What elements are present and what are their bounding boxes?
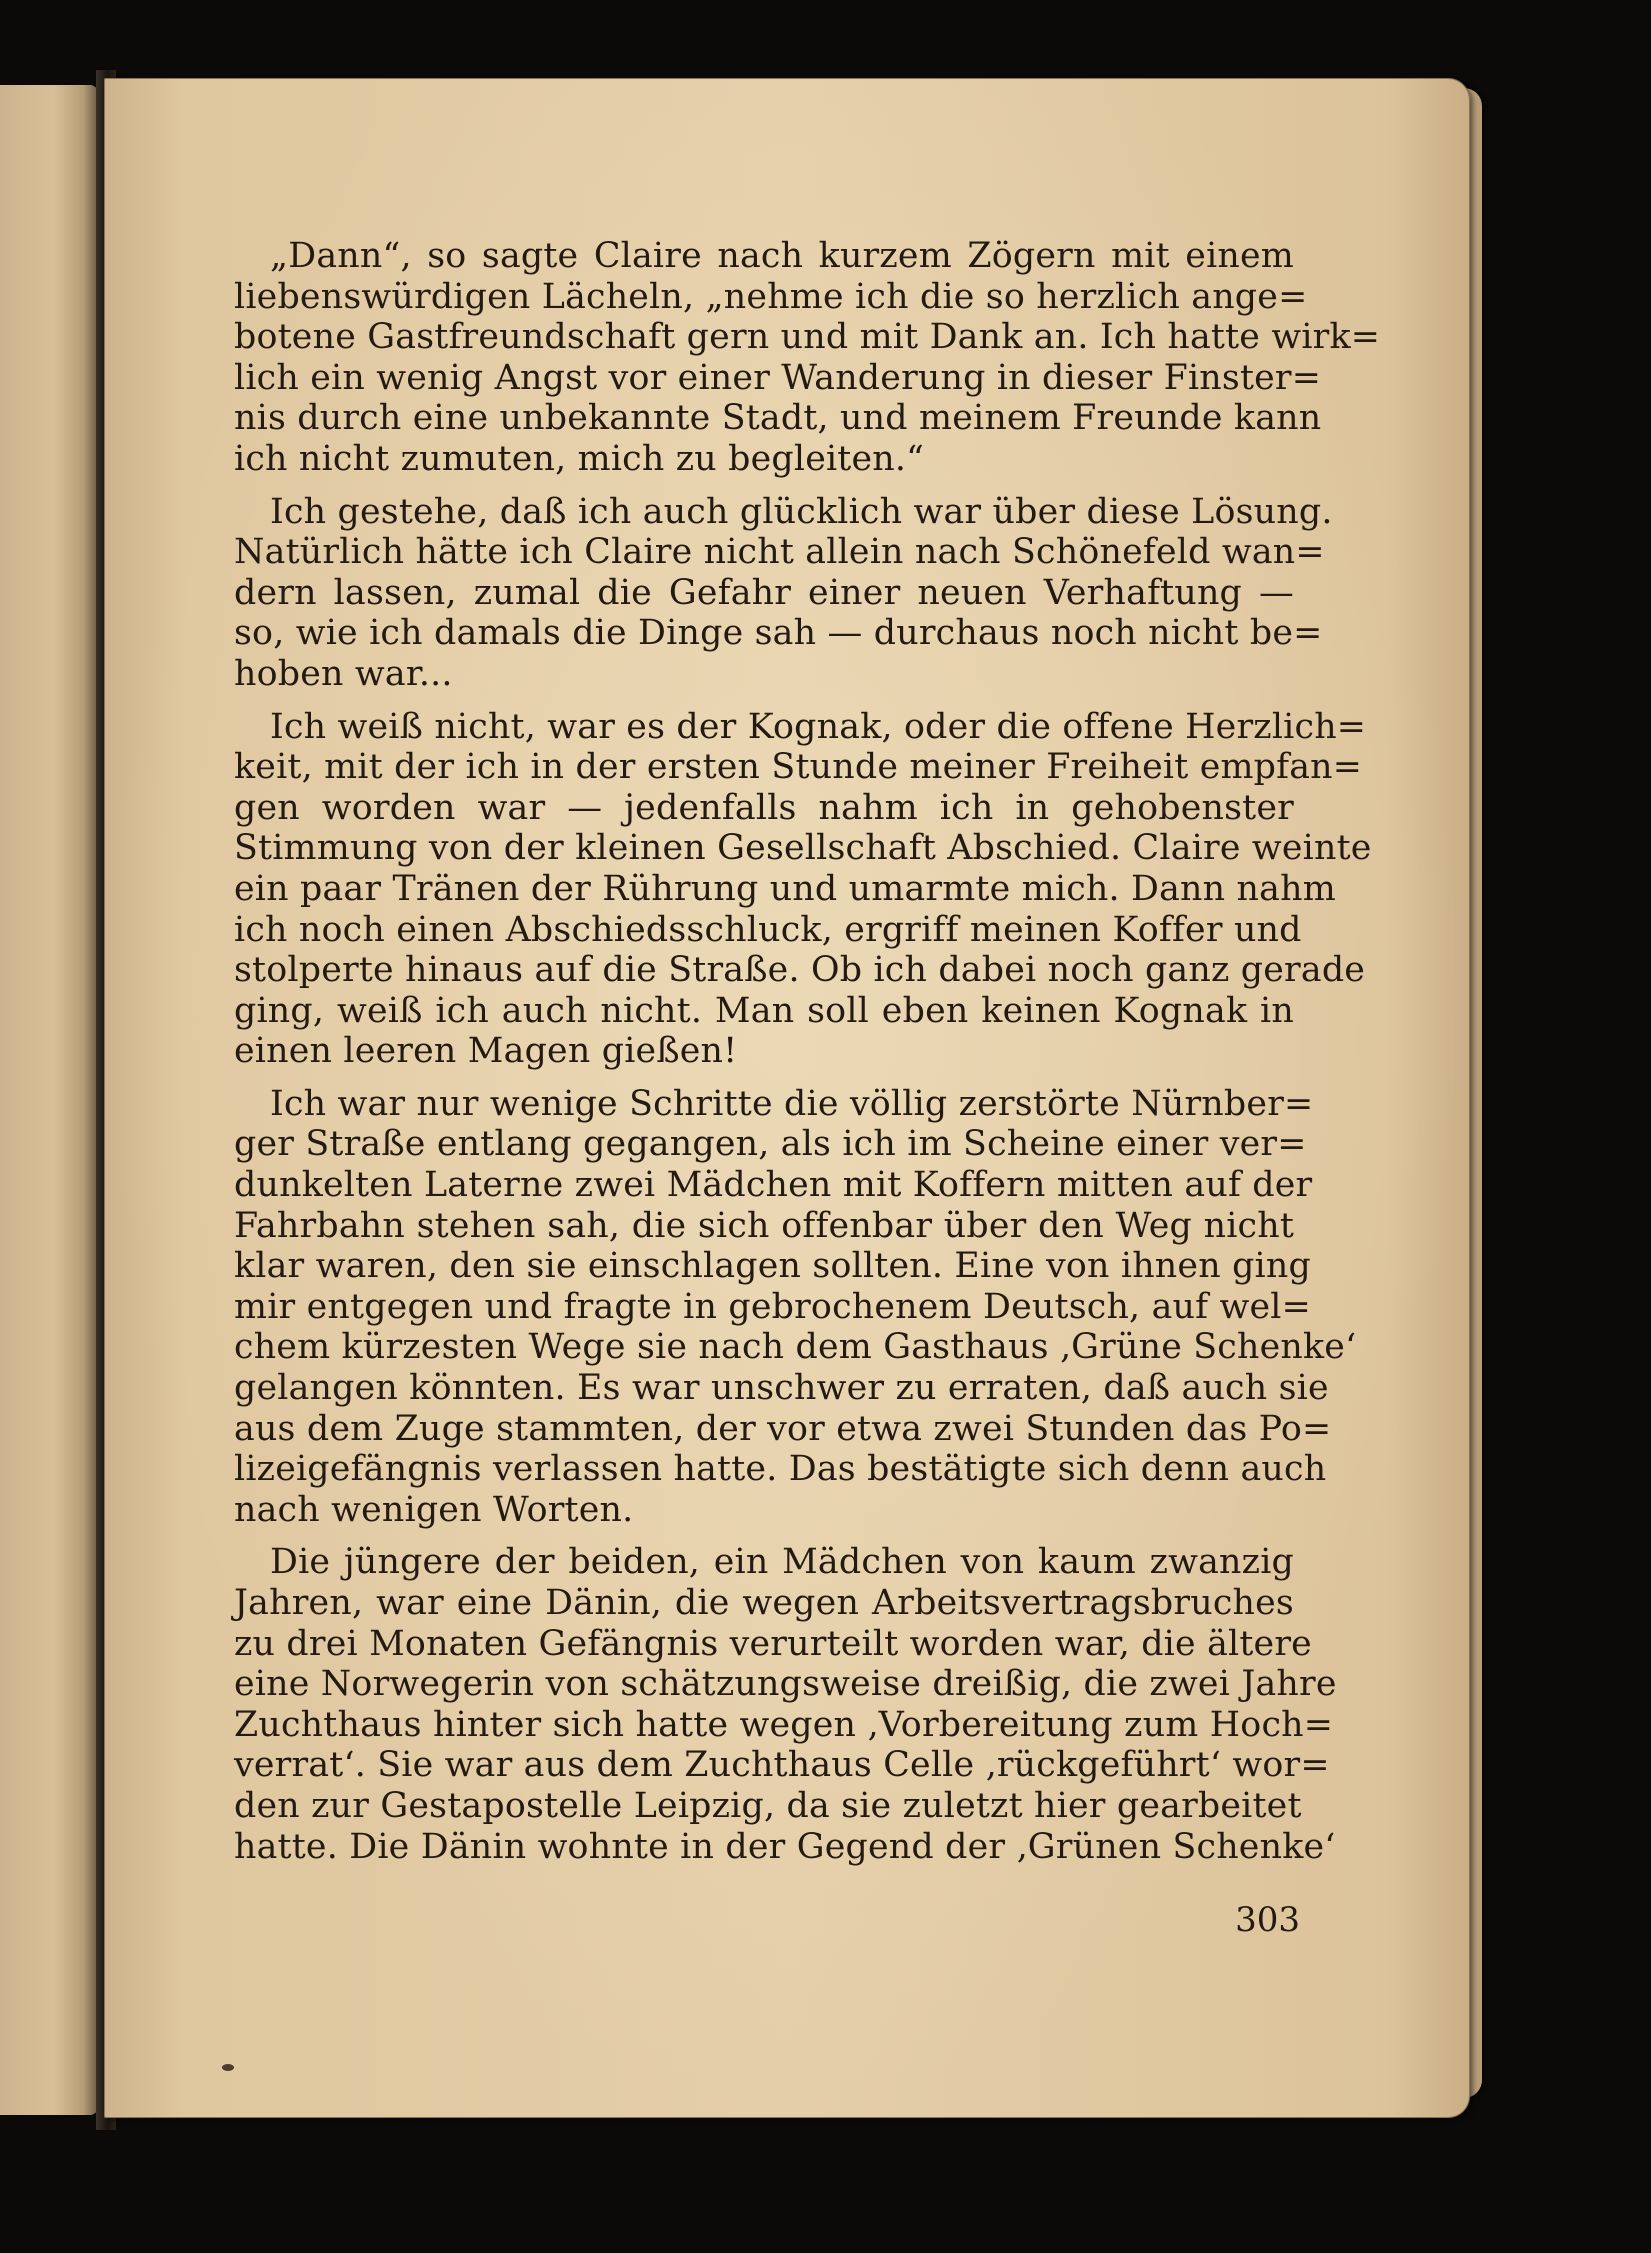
page-number: 303 (1235, 1900, 1300, 1940)
text-line: Zuchthaus hinter sich hatte wegen ‚Vorbereitung zum Hoch= (234, 1704, 1334, 1745)
text-line: keit, mit der ich in der ersten Stunde meiner Freiheit empfan= (234, 747, 1363, 788)
text-line: botene Gastfreundschaft gern und mit Dank an. Ich hatte wirk= (234, 317, 1381, 358)
text-line: ich nicht zumuten, mich zu begleiten.“ (234, 438, 925, 479)
body-text (234, 236, 1381, 1879)
text-line: Stimmung von der kleinen Gesellschaft Abschied. Claire weinte (234, 828, 1372, 869)
ink-speck (222, 2064, 234, 2071)
text-line: ein paar Tränen der Rührung und umarmte mich. Dann nahm (234, 868, 1336, 909)
text-line: verrat‘. Sie war aus dem Zuchthaus Celle ‚rückgeführt‘ wor= (234, 1745, 1330, 1786)
text-line: chem kürzesten Wege sie nach dem Gasthaus ‚Grüne Schenke‘ (234, 1327, 1357, 1368)
paragraph (234, 1083, 1357, 1531)
text-line: ging, weiß ich auch nicht. Man soll eben keinen Kognak in (234, 990, 1294, 1031)
text-line: mir entgegen und fragte in gebrochenem Deutsch, auf wel= (234, 1286, 1311, 1327)
text-line: liebenswürdigen Lächeln, „nehme ich die so herzlich ange= (234, 276, 1308, 317)
text-line: Ich weiß nicht, war es der Kognak, oder die offene Herzlich= (270, 706, 1367, 747)
paragraph (234, 706, 1372, 1072)
text-line: aus dem Zuge stammten, der vor etwa zwei Stunden das Po= (234, 1408, 1332, 1449)
paragraph (234, 491, 1333, 695)
text-line: Ich war nur wenige Schritte die völlig zerstörte Nürnber= (270, 1083, 1314, 1124)
text-line: hoben war... (234, 653, 453, 694)
text-line: lizeigefängnis verlassen hatte. Das bestätigte sich denn auch (234, 1449, 1327, 1490)
text-line: ger Straße entlang gegangen, als ich im Scheine einer ver= (234, 1124, 1307, 1165)
text-line: Die jüngere der beiden, ein Mädchen von kaum zwanzig (270, 1542, 1294, 1583)
text-line: gelangen könnten. Es war unschwer zu erraten, daß auch sie (234, 1368, 1329, 1409)
text-line: eine Norwegerin von schätzungsweise dreißig, die zwei Jahre (234, 1664, 1337, 1705)
text-line: den zur Gestapostelle Leipzig, da sie zuletzt hier gearbeitet (234, 1785, 1302, 1826)
text-line: ich noch einen Abschiedsschluck, ergriff meinen Koffer und (234, 909, 1302, 950)
text-line: Natürlich hätte ich Claire nicht allein nach Schönefeld wan= (234, 532, 1325, 573)
text-line: stolperte hinaus auf die Straße. Ob ich dabei noch ganz gerade (234, 950, 1366, 991)
text-line: nach wenigen Worten. (234, 1489, 634, 1530)
text-line: „Dann“, so sagte Claire nach kurzem Zögern mit einem (270, 236, 1294, 276)
text-line: dunkelten Laterne zwei Mädchen mit Koffern mitten auf der (234, 1165, 1313, 1206)
paragraph (234, 1542, 1337, 1867)
text-line: zu drei Monaten Gefängnis verurteilt worden war, die ältere (234, 1623, 1312, 1664)
text-line: lich ein wenig Angst vor einer Wanderung in dieser Finster= (234, 357, 1322, 398)
text-line: dern lassen, zumal die Gefahr einer neuen Verhaftung — (234, 572, 1294, 613)
text-line: klar waren, den sie einschlagen sollten. Eine von ihnen ging (234, 1246, 1311, 1287)
text-line: einen leeren Magen gießen! (234, 1031, 738, 1072)
text-line: nis durch eine unbekannte Stadt, und meinem Freunde kann (234, 398, 1322, 439)
text-line: gen worden war — jedenfalls nahm ich in gehobenster (234, 787, 1294, 828)
text-line: so, wie ich damals die Dinge sah — durchaus noch nicht be= (234, 613, 1323, 654)
text-line: hatte. Die Dänin wohnte in der Gegend der ‚Grünen Schenke‘ (234, 1826, 1336, 1867)
text-line: Ich gestehe, daß ich auch glücklich war über diese Lösung. (270, 491, 1333, 532)
text-line: Fahrbahn stehen sah, die sich offenbar über den Weg nicht (234, 1205, 1294, 1246)
text-line: Jahren, war eine Dänin, die wegen Arbeitsvertragsbruches (234, 1583, 1294, 1623)
left-page-edge (0, 85, 98, 2115)
paragraph (234, 236, 1381, 480)
